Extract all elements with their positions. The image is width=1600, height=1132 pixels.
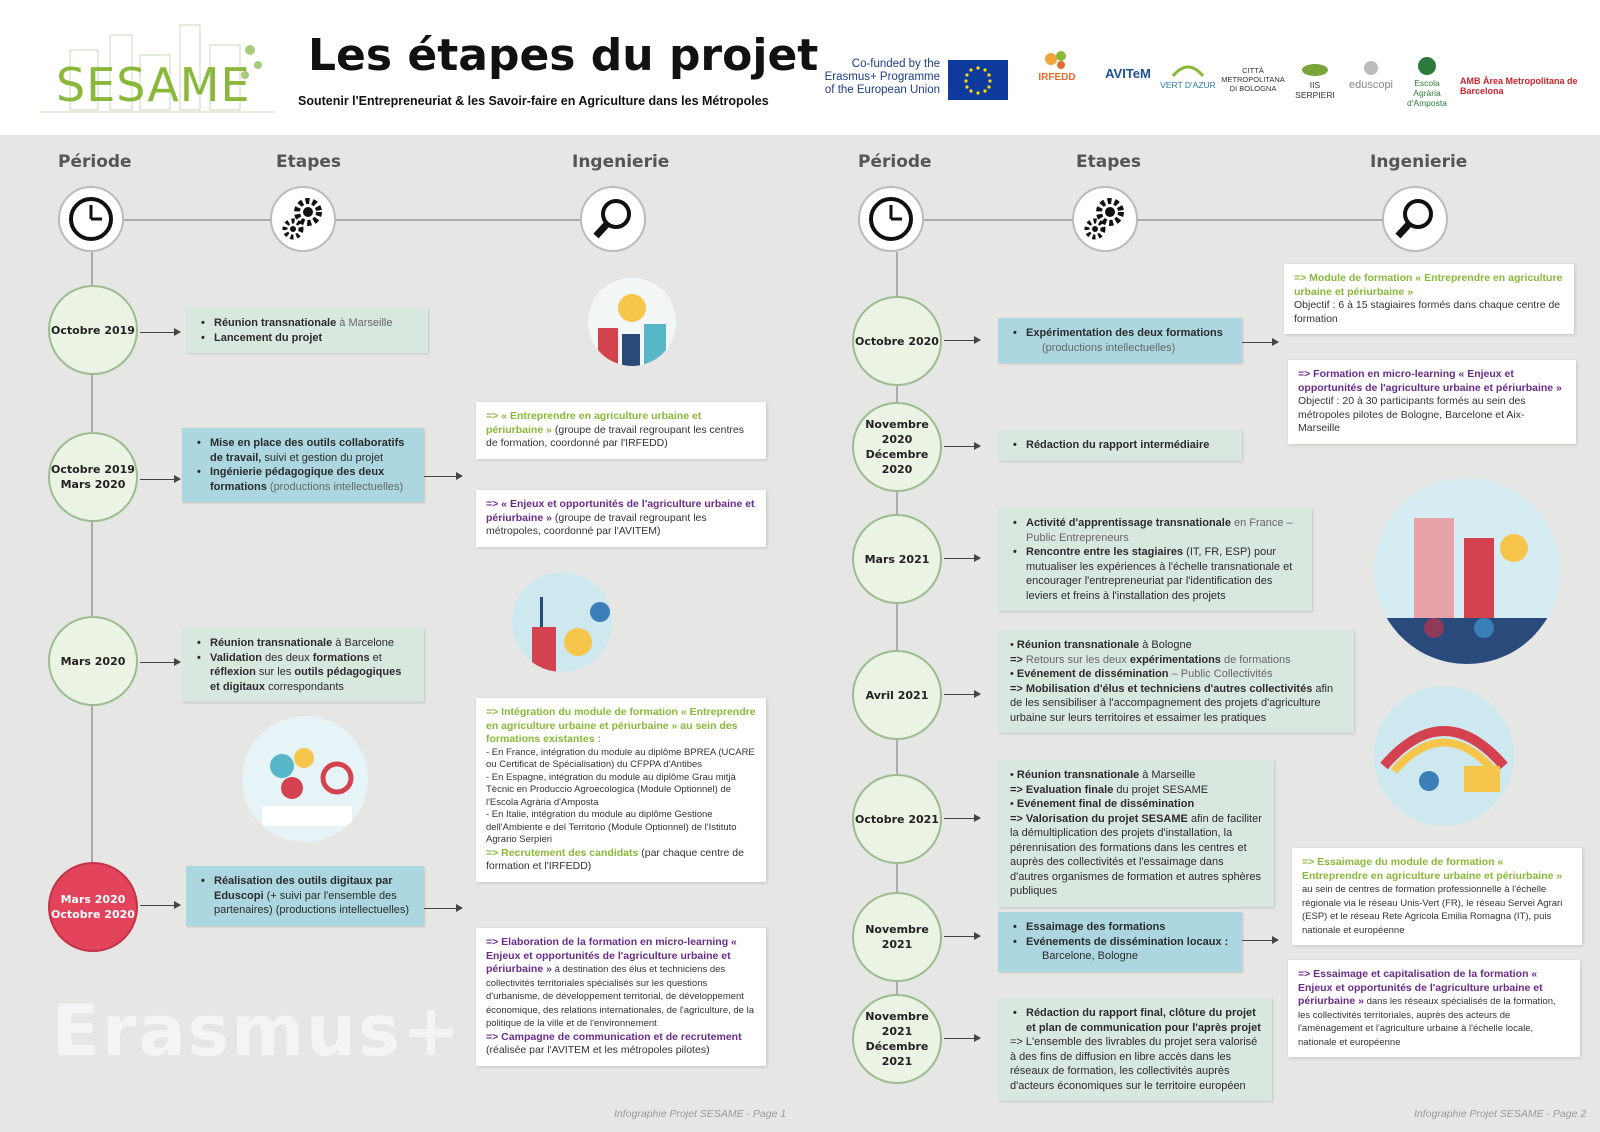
period-mar-2020: Mars 2020 (48, 616, 138, 706)
step-box-mar-2021 (998, 508, 1312, 611)
step-bullet: • Rédaction du rapport final, clôture du projet et plan de communication pour l'après projet (1010, 1006, 1262, 1035)
arrow (944, 1038, 980, 1039)
clock-icon (58, 186, 124, 252)
period-oct-2019-mar-2020: Octobre 2019 Mars 2020 (48, 432, 138, 522)
arrow (944, 446, 980, 447)
illustration-rainbow-people (1374, 686, 1514, 826)
step-line: • Réunion transnationale à Bologne (1010, 639, 1192, 651)
step-bullet: • Activité d'apprentissage transnationale en France – Public Entrepreneurs (1010, 516, 1302, 545)
ingenierie-box-1: => « Entreprendre en agriculture urbaine et périurbaine » (groupe de travail regroupant les centres de formation, coordonné par l'IRFEDD) (476, 402, 766, 459)
step-box-oct-2021 (998, 760, 1274, 907)
arrow (140, 479, 180, 480)
arrow (424, 908, 462, 909)
gears-icon (270, 186, 336, 252)
partner-logo-bologna: CITTÀ METROPOLITANA DI BOLOGNA (1221, 66, 1285, 93)
irfedd-logo-icon (1042, 48, 1072, 70)
partner-logo-vert-dazur: VERT D'AZUR (1160, 58, 1216, 90)
partner-logo-serpieri: IIS SERPIERI (1290, 62, 1340, 100)
arrow (140, 332, 180, 333)
arrow (944, 936, 980, 937)
sesame-logo-text: SESAME (56, 58, 251, 112)
footer-page-1: Infographie Projet SESAME - Page 1 (614, 1108, 787, 1120)
step-bullet: • Essaimage des formations (1010, 920, 1232, 935)
step-line: => Evaluation finale du projet SESAME (1010, 783, 1209, 796)
step-box-mar-2020 (182, 628, 424, 702)
ingenierie-box-3: => Intégration du module de formation « Entreprendre en agriculture urbaine et périurbaine » au sein des formations existantes : - En France, intégration du module au diplôme BPREA (UCARE ou Certificat de Spécialisation) du CFPPA d'Antibes - En Espagne, intégration du module au diplôme Grau mitjà Tècnic en Produccio Agroecologica (Module Optionnel) de l'Escola Agrària d'Amposta - En Italie, intégration du module au diplôme Gestione dell'Ambiente e del Territorio (Module Optionnel) de l'Istituto Agrario Serpieri => Recrutement des candidats (par chaque centre de formation et l'IRFEDD) (476, 698, 766, 882)
arrow (1242, 940, 1278, 941)
step-line: • Evénement final de dissémination (1010, 798, 1195, 810)
step-bullet: • Evénements de dissémination locaux : Barcelone, Bologne (1010, 935, 1232, 964)
arrow (944, 694, 980, 695)
column-header-periode: Période (58, 152, 132, 172)
step-line: • Réunion transnationale à Marseille (1010, 769, 1196, 781)
arrow (140, 905, 180, 906)
period-oct-2019: Octobre 2019 (48, 285, 138, 375)
magnifier-icon (580, 186, 646, 252)
illustration-gears-cloud (242, 716, 368, 842)
footer-page-2: Infographie Projet SESAME - Page 2 (1414, 1108, 1587, 1120)
vert-dazur-logo-icon (1171, 58, 1205, 78)
step-line: • Evénement de dissémination – Public Collectivités (1010, 668, 1273, 680)
period-nov-dec-2021: Novembre 2021 Décembre 2021 (852, 994, 942, 1084)
step-line: => Valorisation du projet SESAME afin de faciliter la démultiplication des projets d'installation, la pérennisation des formations dans les centres et auprès des collectivités et l'essaimage dans d'autres organismes de formation et autres sphères publiques (1010, 812, 1262, 897)
period-mar-oct-2020: Mars 2020 Octobre 2020 (48, 862, 138, 952)
period-nov-2021: Novembre 2021 (852, 892, 942, 982)
ingenierie-box-p2-2: => Formation en micro-learning « Enjeux et opportunités de l'agriculture urbaine et périurbaine » Objectif : 20 à 30 participants formés au sein des métropoles pilotes de Bologne, Barcelone et Aix-Marseille (1288, 360, 1576, 444)
clock-icon-2 (858, 186, 924, 252)
column-header-ingenierie-2: Ingenierie (1370, 152, 1468, 172)
step-bullet: • Lancement du projet (198, 331, 418, 346)
page-subtitle: Soutenir l'Entrepreneuriat & les Savoir-faire en Agriculture dans les Métropoles (298, 94, 769, 108)
eduscopi-logo-icon (1359, 60, 1383, 76)
step-bullet: • Rédaction du rapport intermédiaire (1010, 438, 1232, 453)
illustration-urban-community (1374, 478, 1560, 664)
period-oct-2021: Octobre 2021 (852, 774, 942, 864)
step-box-avr-2021 (998, 630, 1354, 733)
period-mar-2021: Mars 2021 (852, 514, 942, 604)
column-header-periode-2: Période (858, 152, 932, 172)
partner-logo-irfedd: IRFEDD (1022, 48, 1092, 83)
step-bullet: • Réunion transnationale à Barcelone (194, 636, 414, 651)
magnifier-icon-2 (1382, 186, 1448, 252)
sesame-logo (40, 20, 280, 125)
column-header-etapes-2: Etapes (1076, 152, 1142, 172)
arrow (944, 818, 980, 819)
ingenierie-box-p2-3: => Essaimage du module de formation « Entreprendre en agriculture urbaine et périurbaine » au sein de centres de formation professionnelle à l'échelle régionale via le réseau Unis-Vert (FR), le réseau Servei Agrari (ESP) et le réseau Rete Agricola Emilia Romagna (IT), puis nationale et européenne (1292, 848, 1582, 945)
period-avr-2021: Avril 2021 (852, 650, 942, 740)
cofunded-text: Co-funded by the Erasmus+ Programme of the European Union (824, 58, 940, 96)
step-bullet: • Réalisation des outils digitaux par Eduscopi (+ suivi par l'ensemble des partenaires) (productions intellectuelles) (198, 874, 414, 918)
arrow (944, 558, 980, 559)
illustration-city-bulb (512, 572, 612, 672)
page-title: Les étapes du projet (308, 30, 819, 81)
step-bullet: • Ingénierie pédagogique des deux formations (productions intellectuelles) (194, 465, 414, 494)
arrow (424, 476, 462, 477)
step-line: => Retours sur les deux expérimentations de formations (1010, 653, 1291, 666)
step-box-oct-2019 (186, 308, 428, 353)
arrow (1242, 342, 1278, 343)
arrow (140, 662, 180, 663)
eu-flag-icon (948, 60, 1008, 100)
serpieri-logo-icon (1300, 62, 1330, 78)
partner-logo-avitem: AVITeM (1105, 66, 1151, 81)
gears-icon-2 (1072, 186, 1138, 252)
step-box-nov-2021 (998, 912, 1242, 972)
ingenierie-box-4: => Elaboration de la formation en micro-learning « Enjeux et opportunités de l'agriculture urbaine et périurbaine » à destination des élus et techniciens des collectivités territoriales spécialisés sur les questions d'urbanisme, de développement territorial, de développement économique, des relations internationales, de l'agriculture, de la politique de la ville et de l'environnement => Campagne de communication et de recrutement (réalisée par l'AVITEM et les métropoles pilotes) (476, 928, 766, 1066)
partner-logo-amb: AMB Àrea Metropolitana de Barcelona (1460, 76, 1578, 96)
step-bullet: • Rencontre entre les stagiaires (IT, FR, ESP) pour mutualiser les expériences à l'échelle transnationale et encourager l'entrepreneuriat par l'identification des leviers et freins à l'installation des projets (1010, 545, 1302, 603)
column-header-etapes: Etapes (276, 152, 342, 172)
header-connector (124, 219, 584, 221)
step-line: => Mobilisation d'élus et techniciens d'autres collectivités afin de les sensibiliser à l'accompagnement des projets d'agriculture urbaine sur leurs territoires et essaimer les pratiques (1010, 682, 1334, 724)
ingenierie-box-2: => « Enjeux et opportunités de l'agriculture urbaine et périurbaine » (groupe de travail regroupant les métropoles, coordonné par l'AVITEM) (476, 490, 766, 547)
step-box-mar-oct-2020 (186, 866, 424, 926)
step-line: => L'ensemble des livrables du projet sera valorisé à des fins de diffusion en libre accès dans les réseaux de formation, les collectivités auprès d'acteurs économiques sur le territoire européen (1010, 1036, 1258, 1092)
partner-logo-eduscopi: eduscopi (1346, 60, 1396, 91)
step-box-oct-2020 (998, 318, 1242, 363)
step-bullet: • Validation des deux formations et réflexion sur les outils pédagogiques et digitaux correspondants (194, 651, 414, 695)
amposta-logo-icon (1416, 56, 1438, 76)
column-header-ingenierie: Ingenierie (572, 152, 670, 172)
step-bullet: • Mise en place des outils collaboratifs de travail, suivi et gestion du projet (194, 436, 414, 465)
partner-logo-amposta: Escola Agrària d'Amposta (1400, 56, 1454, 108)
header-connector-2 (924, 219, 1394, 221)
ingenierie-box-p2-4: => Essaimage et capitalisation de la formation « Enjeux et opportunités de l'agriculture urbaine et périurbaine » dans les réseaux spécialisés de la formation, les collectivités territoriales, auprès des acteurs de l'aménagement et l'agriculture urbaine à l'échelle locale, nationale et européenne (1288, 960, 1580, 1057)
arrow (944, 340, 980, 341)
step-box-nov-dec-2020 (998, 430, 1242, 461)
period-nov-dec-2020: Novembre 2020 Décembre 2020 (852, 402, 942, 492)
illustration-lightbulb-city (588, 278, 676, 366)
step-bullet: • Expérimentation des deux formations (productions intellectuelles) (1010, 326, 1232, 355)
period-oct-2020: Octobre 2020 (852, 296, 942, 386)
step-box-oct-2019-mar-2020 (182, 428, 424, 502)
step-bullet: • Réunion transnationale à Marseille (198, 316, 418, 331)
ingenierie-box-p2-1: => Module de formation « Entreprendre en agriculture urbaine et périurbaine » Objectif : 6 à 15 stagiaires formés dans chaque centre de formation (1284, 264, 1574, 334)
header (0, 0, 1600, 135)
step-box-nov-dec-2021 (998, 998, 1272, 1101)
erasmus-watermark: Erasmus+ (52, 990, 463, 1072)
